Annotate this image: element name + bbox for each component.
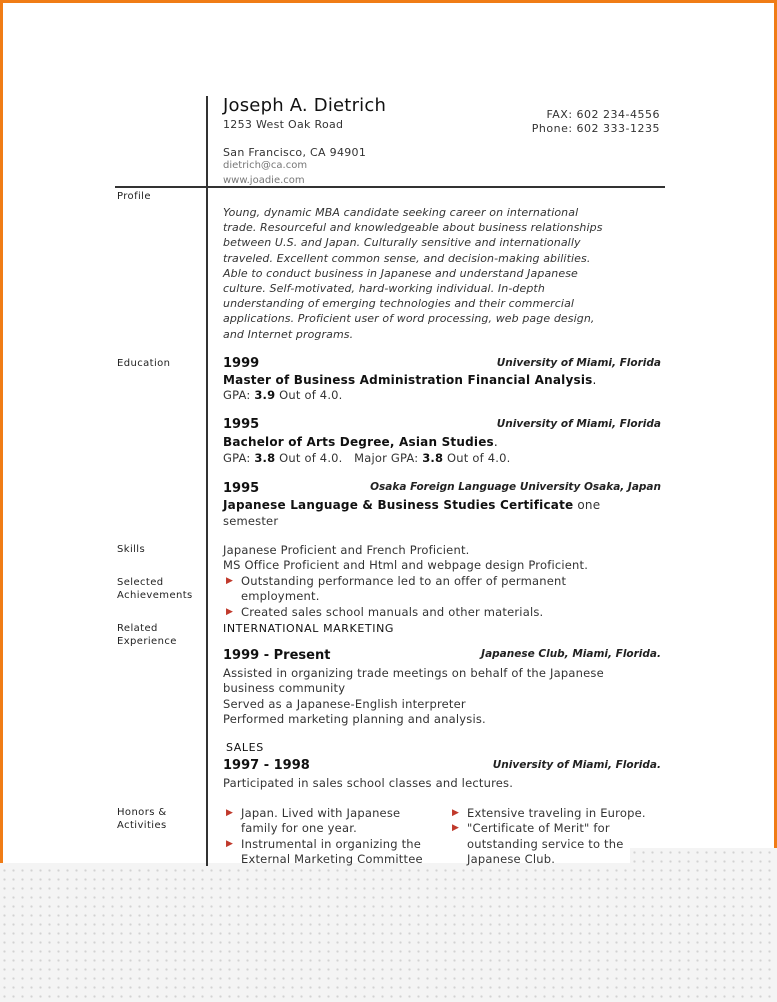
vertical-divider — [206, 96, 208, 866]
list-item: ▶ Outstanding performance led to an offer of permanent employment. — [226, 574, 567, 604]
dotted-overlay — [0, 866, 777, 1002]
label-education: Education — [117, 358, 171, 369]
honors-list-right — [449, 806, 646, 867]
dotted-background-edge — [630, 848, 777, 866]
edu-degree: Master of Business Administration Financial Analysis. — [223, 373, 597, 387]
job-years: 1999 - Present — [223, 648, 331, 663]
edu-degree: Bachelor of Arts Degree, Asian Studies. — [223, 435, 498, 449]
candidate-name: Joseph A. Dietrich — [223, 95, 387, 116]
bullet-icon: ▶ — [452, 808, 460, 818]
list-item: ▶ Instrumental in organizing the External Marketing Committee — [226, 836, 423, 866]
skills-list: Japanese Proficient and French Proficient. MS Office Proficient and Html and webpage design Proficient. — [223, 543, 589, 573]
label-skills: Skills — [117, 544, 146, 555]
label-experience: Related Experience — [117, 623, 177, 647]
job-org: University of Miami, Florida. — [492, 759, 661, 771]
edu-institution: University of Miami, Florida — [496, 357, 661, 369]
edu-gpa: GPA: 3.8 Out of 4.0. Major GPA: 3.8 Out of 4.0. — [223, 451, 511, 465]
edu-gpa: GPA: 3.9 Out of 4.0. — [223, 388, 343, 402]
label-profile: Profile — [117, 191, 151, 202]
label-achievements: Selected Achievements — [117, 577, 193, 601]
edu-institution: University of Miami, Florida — [496, 418, 661, 430]
label-honors: Honors & Activities — [117, 807, 167, 831]
edu-extra: semester — [223, 514, 279, 528]
contact-block — [532, 108, 660, 136]
profile-text: Young, dynamic MBA candidate seeking career on international trade. Resourceful and knowledgeable about business relationships between U.S. and Japan. Culturally sensitive and internationally traveled. Excellent common sense, and decision-making abilities. Able to conduct business in Japanese and understand Japanese culture. Self-motivated, hard-working individual. In-depth understanding of emerging technologies and their commercial applications. Proficient user of word processing, web page design, and Internet programs. — [223, 206, 603, 341]
list-item: ▶ Extensive traveling in Europe. — [452, 806, 646, 820]
website-link[interactable]: www.joadie.com — [223, 175, 305, 186]
job-years: 1997 - 1998 — [223, 758, 310, 773]
edu-institution: Osaka Foreign Language University Osaka, Japan — [370, 481, 661, 493]
email-link[interactable]: dietrich@ca.com — [223, 160, 308, 171]
experience-section-title: SALES — [226, 741, 264, 754]
fax: FAX: 602 234-4556 — [546, 108, 660, 121]
city: San Francisco, CA 94901 — [223, 146, 367, 159]
bullet-icon: ▶ — [226, 808, 234, 818]
bullet-icon: ▶ — [226, 838, 234, 849]
experience-section-title: INTERNATIONAL MARKETING — [223, 622, 395, 635]
edu-year: 1995 — [223, 417, 260, 432]
edu-year: 1999 — [223, 356, 260, 371]
honors-list-left — [223, 806, 423, 867]
job-details: Assisted in organizing trade meetings on behalf of the Japanese business community Served as a Japanese-English interpreter Performed marketing planning and analysis. — [223, 666, 604, 726]
edu-year: 1995 — [223, 481, 260, 496]
list-item: ▶ "Certificate of Merit" for outstanding service to the Japanese Club. — [452, 821, 624, 866]
job-details: Participated in sales school classes and lectures. — [223, 776, 514, 790]
phone: Phone: 602 333-1235 — [531, 122, 660, 135]
job-org: Japanese Club, Miami, Florida. — [481, 648, 661, 660]
bullet-icon: ▶ — [452, 823, 460, 834]
achievements-list — [223, 574, 566, 620]
list-item: ▶ Created sales school manuals and other materials. — [226, 604, 544, 619]
edu-degree: Japanese Language & Business Studies Certificate one — [223, 498, 601, 512]
bullet-icon: ▶ — [226, 576, 234, 586]
bullet-icon: ▶ — [226, 606, 234, 617]
list-item: ▶ Japan. Lived with Japanese family for one year. — [226, 806, 401, 836]
address: 1253 West Oak Road — [223, 118, 344, 131]
header-divider — [115, 186, 665, 188]
